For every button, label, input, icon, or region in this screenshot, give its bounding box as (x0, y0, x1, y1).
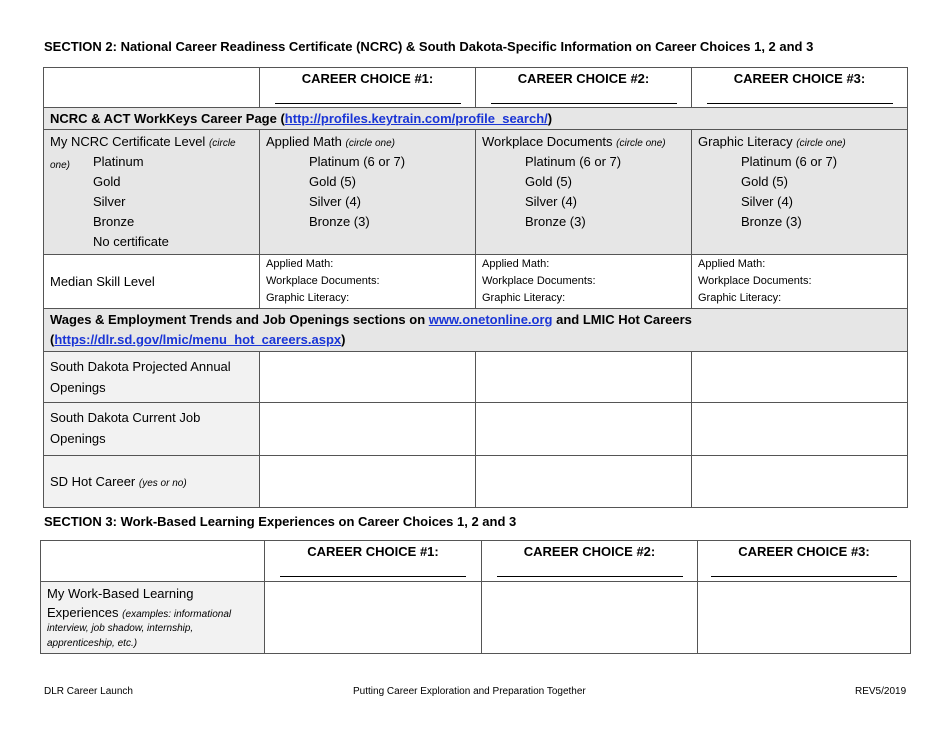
median-applied-math: Applied Math: (266, 258, 334, 270)
wbl-label-line1: My Work-Based Learning (47, 586, 194, 601)
graphic-literacy-bronze[interactable]: Bronze (3) (741, 214, 802, 229)
wages-line2-prefix: ( (50, 332, 55, 347)
career-choice-2-header (476, 68, 692, 108)
s3-career-choice-2-title: CAREER CHOICE #2: (523, 544, 656, 559)
s3-career-choice-2-header (482, 541, 698, 582)
wbl-col1[interactable] (265, 582, 482, 654)
wages-prefix: Wages & Employment Trends and Job Openings sections on (50, 312, 429, 327)
footer-center: Putting Career Exploration and Preparation Together (353, 686, 586, 697)
graphic-literacy-cell (692, 130, 908, 255)
wbl-label-line2: Experiences (47, 605, 119, 620)
median-skill-label-cell (44, 255, 260, 309)
ncrc-banner (44, 108, 908, 130)
applied-math-gold[interactable]: Gold (5) (309, 174, 356, 189)
work-based-learning-table (40, 540, 911, 654)
ncrc-banner-suffix: ) (547, 111, 553, 126)
applied-math-circle-note: (circle one) (345, 138, 395, 149)
projected-openings-col2[interactable] (476, 352, 692, 403)
s3-career-choice-1-title: CAREER CHOICE #1: (307, 544, 439, 559)
career-choice-3-title: CAREER CHOICE #3: (733, 71, 866, 86)
applied-math-silver[interactable]: Silver (4) (309, 194, 362, 209)
cert-option-gold[interactable]: Gold (93, 174, 121, 189)
wbl-note-part3: apprenticeship, etc.) (47, 638, 138, 649)
footer-left: DLR Career Launch (44, 686, 133, 697)
hot-career-label: SD Hot Career (50, 474, 136, 489)
s3-career-choice-3-title: CAREER CHOICE #3: (738, 544, 870, 559)
hot-career-col3[interactable] (692, 456, 908, 508)
s3-career-choice-2-blank[interactable] (497, 576, 683, 577)
applied-math-bronze[interactable]: Bronze (3) (309, 214, 370, 229)
wages-middle: and LMIC Hot Careers (552, 312, 692, 327)
s3-career-choice-3-blank[interactable] (711, 576, 897, 577)
career-choice-1-header (260, 68, 476, 108)
section3-title: SECTION 3: Work-Based Learning Experiences on Career Choices 1, 2 and 3 (44, 514, 517, 529)
wbl-note-part1: (examples: informational (122, 609, 232, 620)
cert-level-cell (44, 130, 260, 255)
hot-career-col1[interactable] (260, 456, 476, 508)
cert-level-label: My NCRC Certificate Level (50, 134, 206, 149)
median-workplace-docs: Workplace Documents: (698, 275, 812, 287)
cert-option-none[interactable]: No certificate (93, 234, 169, 249)
wbl-label-cell (41, 582, 265, 654)
graphic-literacy-silver[interactable]: Silver (4) (741, 194, 794, 209)
median-skill-col2[interactable] (476, 255, 692, 309)
workplace-docs-cell (476, 130, 692, 255)
hot-career-col2[interactable] (476, 456, 692, 508)
median-applied-math: Applied Math: (482, 258, 550, 270)
keytrain-link[interactable]: http://profiles.keytrain.com/profile_search/ (284, 111, 548, 126)
projected-openings-label: South Dakota Projected Annual Openings (50, 359, 231, 395)
current-openings-label-cell (44, 403, 260, 456)
workplace-docs-silver[interactable]: Silver (4) (525, 194, 578, 209)
career-choice-1-blank[interactable] (275, 103, 461, 104)
applied-math-heading (266, 132, 469, 152)
current-openings-label: South Dakota Current Job Openings (50, 410, 201, 446)
workplace-docs-heading (482, 132, 685, 152)
wages-line2-suffix: ) (341, 332, 346, 347)
workplace-docs-platinum[interactable]: Platinum (6 or 7) (525, 154, 622, 169)
median-graphic-literacy: Graphic Literacy: (266, 292, 350, 304)
wbl-col2[interactable] (482, 582, 698, 654)
footer-right: REV5/2019 (855, 686, 907, 697)
s3-career-choice-3-header (698, 541, 911, 582)
graphic-literacy-label: Graphic Literacy (698, 134, 793, 149)
ncrc-table (43, 67, 908, 508)
onetonline-link[interactable]: www.onetonline.org (428, 312, 553, 327)
graphic-literacy-platinum[interactable]: Platinum (6 or 7) (741, 154, 838, 169)
median-graphic-literacy: Graphic Literacy: (482, 292, 566, 304)
median-graphic-literacy: Graphic Literacy: (698, 292, 782, 304)
current-openings-col2[interactable] (476, 403, 692, 456)
s3-header-blank-cell (41, 541, 265, 582)
current-openings-col3[interactable] (692, 403, 908, 456)
applied-math-platinum[interactable]: Platinum (6 or 7) (309, 154, 406, 169)
graphic-literacy-heading (698, 132, 901, 152)
ncrc-banner-prefix: NCRC & ACT WorkKeys Career Page ( (50, 111, 285, 126)
career-choice-1-title: CAREER CHOICE #1: (301, 71, 434, 86)
median-applied-math: Applied Math: (698, 258, 766, 270)
workplace-docs-gold[interactable]: Gold (5) (525, 174, 572, 189)
workplace-docs-bronze[interactable]: Bronze (3) (525, 214, 586, 229)
applied-math-label: Applied Math (266, 134, 342, 149)
median-skill-col1[interactable] (260, 255, 476, 309)
median-skill-label: Median Skill Level (50, 274, 155, 289)
current-openings-col1[interactable] (260, 403, 476, 456)
workplace-docs-circle-note: (circle one) (616, 138, 666, 149)
hot-career-label-cell (44, 456, 260, 508)
workplace-docs-label: Workplace Documents (482, 134, 613, 149)
s3-career-choice-1-header (265, 541, 482, 582)
header-blank-cell (44, 68, 260, 108)
career-choice-2-title: CAREER CHOICE #2: (517, 71, 650, 86)
median-workplace-docs: Workplace Documents: (266, 275, 380, 287)
projected-openings-col3[interactable] (692, 352, 908, 403)
cert-option-platinum[interactable]: Platinum (93, 154, 144, 169)
projected-openings-col1[interactable] (260, 352, 476, 403)
median-workplace-docs: Workplace Documents: (482, 275, 596, 287)
cert-option-bronze[interactable]: Bronze (93, 214, 135, 229)
cert-option-silver[interactable]: Silver (93, 194, 126, 209)
projected-openings-label-cell (44, 352, 260, 403)
section2-title: SECTION 2: National Career Readiness Certificate (NCRC) & South Dakota-Specific Information on Career Choices 1, 2 and 3 (44, 39, 814, 54)
wages-banner (44, 309, 908, 352)
lmic-hot-careers-link[interactable]: https://dlr.sd.gov/lmic/menu_hot_careers.aspx (54, 332, 342, 347)
median-skill-col3[interactable] (692, 255, 908, 309)
hot-career-note: (yes or no) (138, 478, 187, 489)
applied-math-cell (260, 130, 476, 255)
wbl-label-line2-wrap (47, 604, 258, 621)
career-choice-2-blank[interactable] (491, 103, 677, 104)
s3-career-choice-1-blank[interactable] (280, 576, 466, 577)
career-choice-3-blank[interactable] (707, 103, 893, 104)
graphic-literacy-gold[interactable]: Gold (5) (741, 174, 788, 189)
wbl-note-part2: interview, job shadow, internship, (47, 623, 194, 634)
graphic-literacy-circle-note: (circle one) (796, 138, 846, 149)
wbl-col3[interactable] (698, 582, 911, 654)
career-choice-3-header (692, 68, 908, 108)
cert-level-circle-note: (circle one) (50, 138, 236, 171)
